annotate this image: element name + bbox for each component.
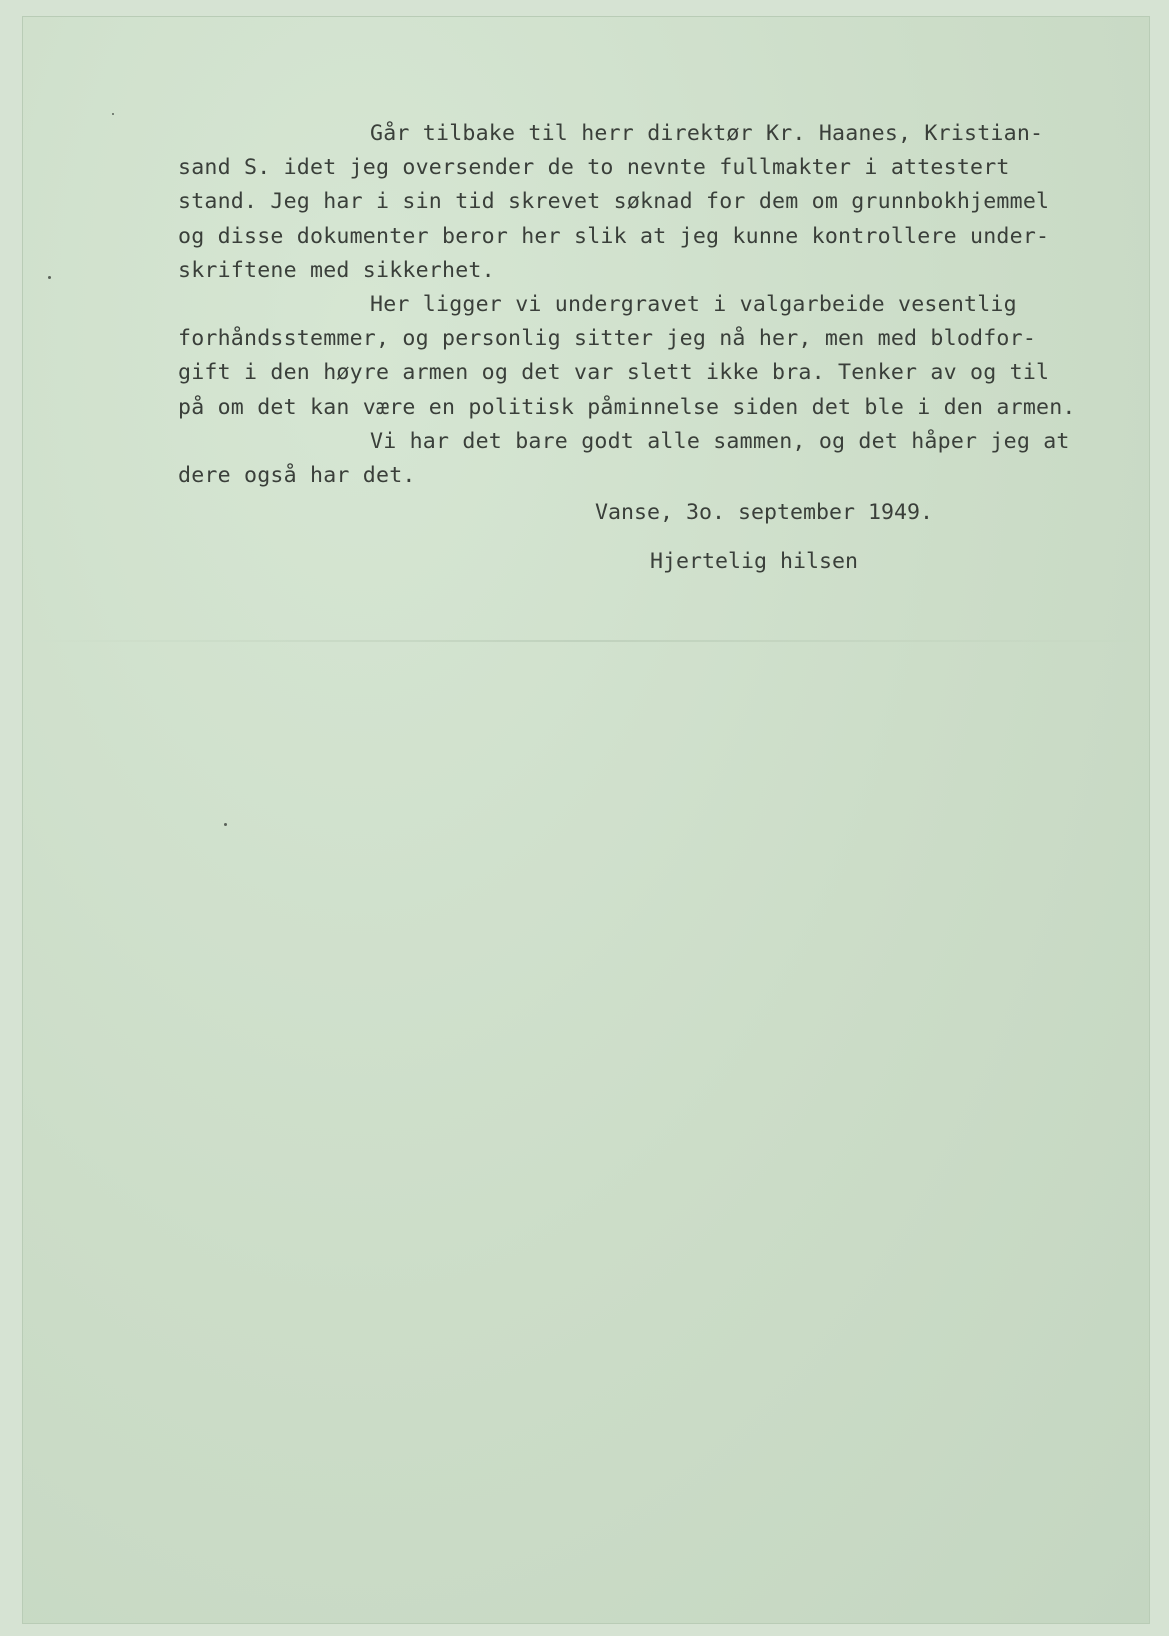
- ink-speck: [224, 823, 227, 826]
- letter-body: [178, 117, 1128, 493]
- text-line: dere også har det.: [178, 462, 416, 488]
- text-line: gift i den høyre armen og det var slett ikke bra. Tenker av og til: [178, 360, 1050, 386]
- ink-speck: [112, 113, 114, 115]
- place-date: Vanse, 3o. september 1949.: [595, 500, 934, 525]
- ink-speck: [48, 276, 51, 279]
- text-line: og disse dokumenter beror her slik at jeg kunne kontrollere under-: [178, 223, 1050, 249]
- text-line: stand. Jeg har i sin tid skrevet søknad for dem om grunnbokhjemmel: [178, 189, 1050, 215]
- text-line: Går tilbake til herr direktør Kr. Haanes, Kristian-: [370, 121, 1044, 146]
- text-line: Her ligger vi undergravet i valgarbeide vesentlig: [370, 291, 1017, 317]
- paper-fold-line: [22, 640, 1150, 642]
- text-line: Vi har det bare godt alle sammen, og det håper jeg at: [370, 428, 1070, 454]
- text-line: på om det kan være en politisk påminnelse siden det ble i den armen.: [178, 394, 1076, 420]
- text-line: skriftene med sikkerhet.: [178, 257, 495, 283]
- closing-greeting: Hjertelig hilsen: [650, 549, 859, 574]
- text-line: forhåndsstemmer, og personlig sitter jeg nå her, men med blodfor-: [178, 326, 1037, 352]
- text-line: sand S. idet jeg oversender de to nevnte fullmakter i attestert: [178, 155, 1010, 181]
